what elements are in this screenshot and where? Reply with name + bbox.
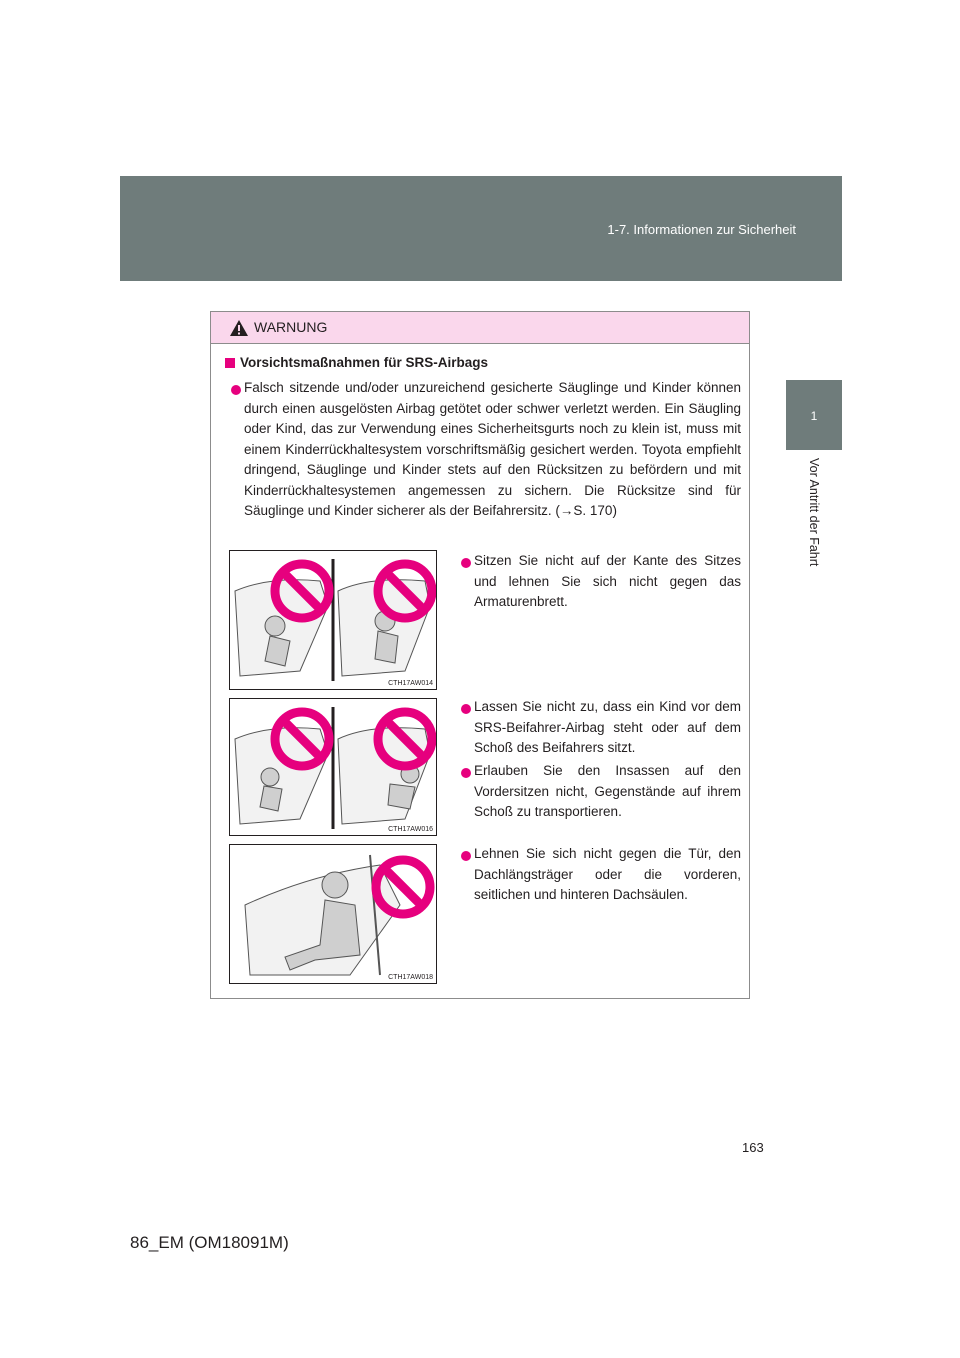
figure-2-illustration bbox=[230, 699, 436, 835]
bullet-dot-icon bbox=[461, 704, 471, 714]
warning-icon bbox=[229, 319, 249, 337]
warning-header bbox=[211, 312, 749, 344]
figure-3-illustration bbox=[230, 845, 436, 983]
figure-code: CTH17AW014 bbox=[388, 680, 433, 687]
figure-3 bbox=[229, 844, 437, 984]
warning-title: WARNUNG bbox=[254, 319, 328, 335]
bullet-dot-icon bbox=[231, 385, 241, 395]
chapter-label-wrap bbox=[786, 458, 842, 618]
figure-2 bbox=[229, 698, 437, 836]
chapter-number: 1 bbox=[810, 409, 818, 423]
bullet-dot-icon bbox=[461, 558, 471, 568]
figure-1 bbox=[229, 550, 437, 690]
figure-1-illustration bbox=[230, 551, 436, 689]
list-item: Lassen Sie nicht zu, dass ein Kind vor dem SRS-Beifahrer-Airbag steht oder auf dem Schoß des Beifahrers sitzt. bbox=[474, 699, 741, 755]
warning-box bbox=[210, 311, 750, 999]
page-number: 163 bbox=[742, 1140, 764, 1155]
warning-heading bbox=[225, 355, 488, 370]
list-item: Erlauben Sie den Insassen auf den Vordersitzen nicht, Gegenstände auf ihrem Schoß zu transportieren. bbox=[474, 763, 741, 819]
figure-code: CTH17AW016 bbox=[388, 826, 433, 833]
list-item: Lehnen Sie sich nicht gegen die Tür, den Dachlängsträger oder die vorderen, seitlichen und hinteren Dachsäulen. bbox=[474, 846, 741, 902]
chapter-tab bbox=[786, 380, 842, 450]
header-band bbox=[120, 176, 842, 281]
chapter-label: Vor Antritt der Fahrt bbox=[807, 458, 821, 567]
intro-text: Falsch sitzende und/oder unzureichend gesicherte Säuglinge und Kinder können durch einen ausgelösten Airbag getötet oder schwer verletzt werden. Ein Säugling oder Kind, das zur Verwendung eines Sicherheitsgurts noch zu klein ist, muss mit einem Kinderrückhaltesystem vorschriftsmäßig gesichert werden. Toyota empfiehlt dringend, Säuglinge und Kinder stets auf den Rücksitzen zu befördern und mit Kinderrückhaltesystemen angemessen zu sichern. Die Rücksitze sind für Säuglinge und Kinder sicherer als der Beifahrersitz. (→S. 170) bbox=[244, 380, 741, 518]
warning-heading-text: Vorsichtsmaßnahmen für SRS-Airbags bbox=[240, 355, 489, 370]
section-title: 1-7. Informationen zur Sicherheit bbox=[607, 222, 796, 237]
document-code: 86_EM (OM18091M) bbox=[130, 1233, 289, 1252]
square-bullet-icon bbox=[225, 358, 235, 368]
bullet-dot-icon bbox=[461, 851, 471, 861]
bullet-dot-icon bbox=[461, 768, 471, 778]
list-item: Sitzen Sie nicht auf der Kante des Sitzes und lehnen Sie sich nicht gegen das Armaturenbrett. bbox=[474, 553, 741, 609]
figure-code: CTH17AW018 bbox=[388, 974, 433, 981]
